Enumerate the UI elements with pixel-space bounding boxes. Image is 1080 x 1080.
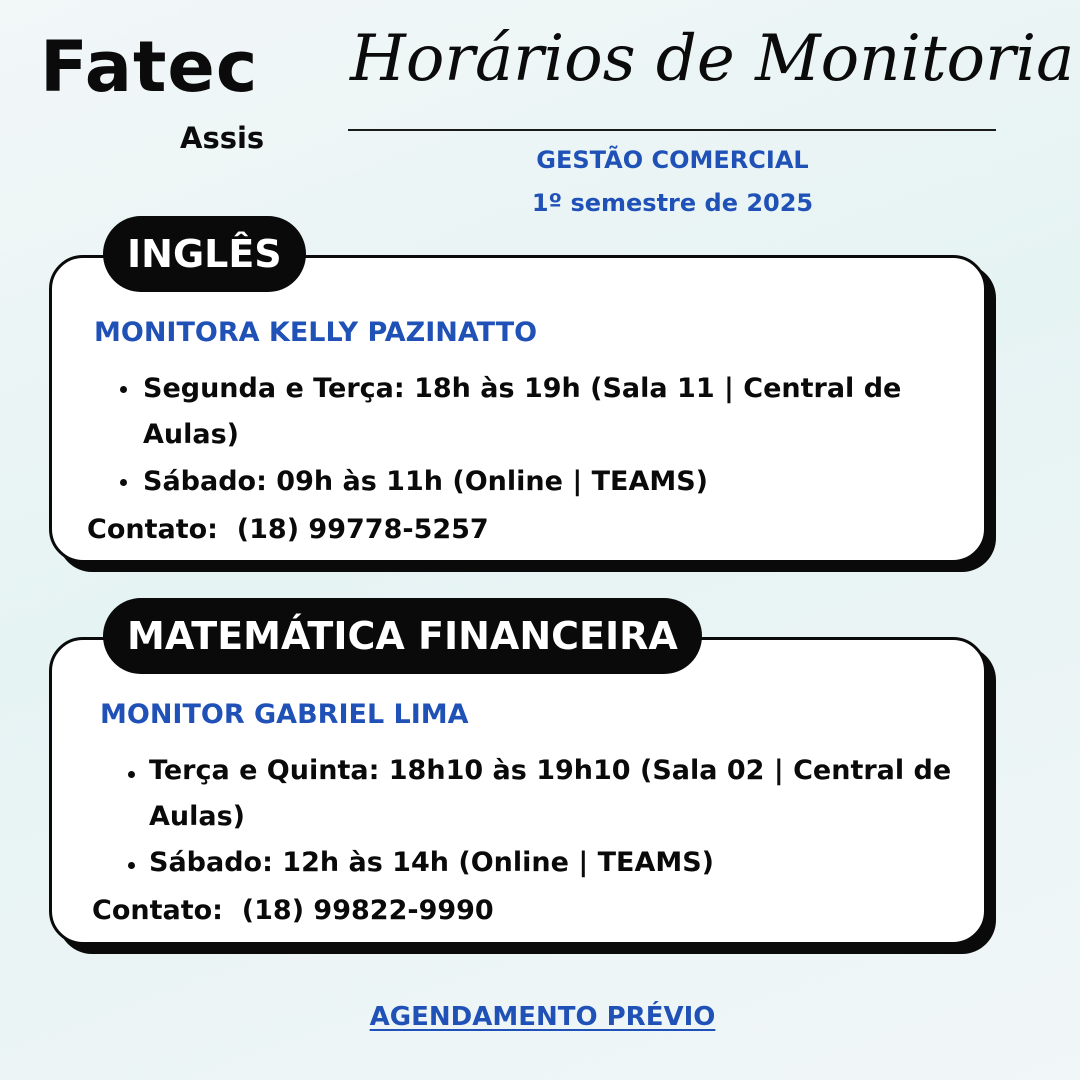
bullet-icon [128, 862, 135, 869]
course-name: GESTÃO COMERCIAL [536, 146, 809, 174]
schedule-appointment-link[interactable]: AGENDAMENTO PRÉVIO [369, 1002, 716, 1032]
contact-label: Contato: [92, 895, 223, 926]
semester-label: 1º semestre de 2025 [531, 189, 814, 217]
bullet-icon [120, 386, 127, 393]
monitor-name-matematica: MONITOR GABRIEL LIMA [100, 699, 469, 730]
contact-label: Contato: [87, 514, 218, 545]
monitor-name-ingles: MONITORA KELLY PAZINATTO [94, 317, 538, 348]
subject-tag-ingles: INGLÊS [103, 216, 306, 292]
schedule-item-ingles-2: Sábado: 09h às 11h (Online | TEAMS) [143, 466, 708, 497]
bullet-icon [120, 479, 127, 486]
schedule-item-matematica-1: Terça e Quinta: 18h10 às 19h10 (Sala 02 | Central de Aulas) [149, 755, 952, 832]
title-divider [348, 129, 996, 131]
schedule-item-ingles-1: Segunda e Terça: 18h às 19h (Sala 11 | Central de Aulas) [143, 373, 902, 450]
fatec-logo: Fatec [40, 26, 259, 108]
schedule-item-matematica-2: Sábado: 12h às 14h (Online | TEAMS) [149, 847, 714, 878]
contact-phone: (18) 99822-9990 [241, 895, 494, 926]
bullet-icon [128, 771, 135, 778]
fatec-logo-city: Assis [180, 121, 265, 155]
contact-ingles [87, 516, 489, 543]
contact-matematica [92, 897, 494, 924]
subject-tag-matematica: MATEMÁTICA FINANCEIRA [103, 598, 702, 674]
contact-phone: (18) 99778-5257 [236, 514, 489, 545]
page-title: Horários de Monitoria [350, 22, 1075, 96]
